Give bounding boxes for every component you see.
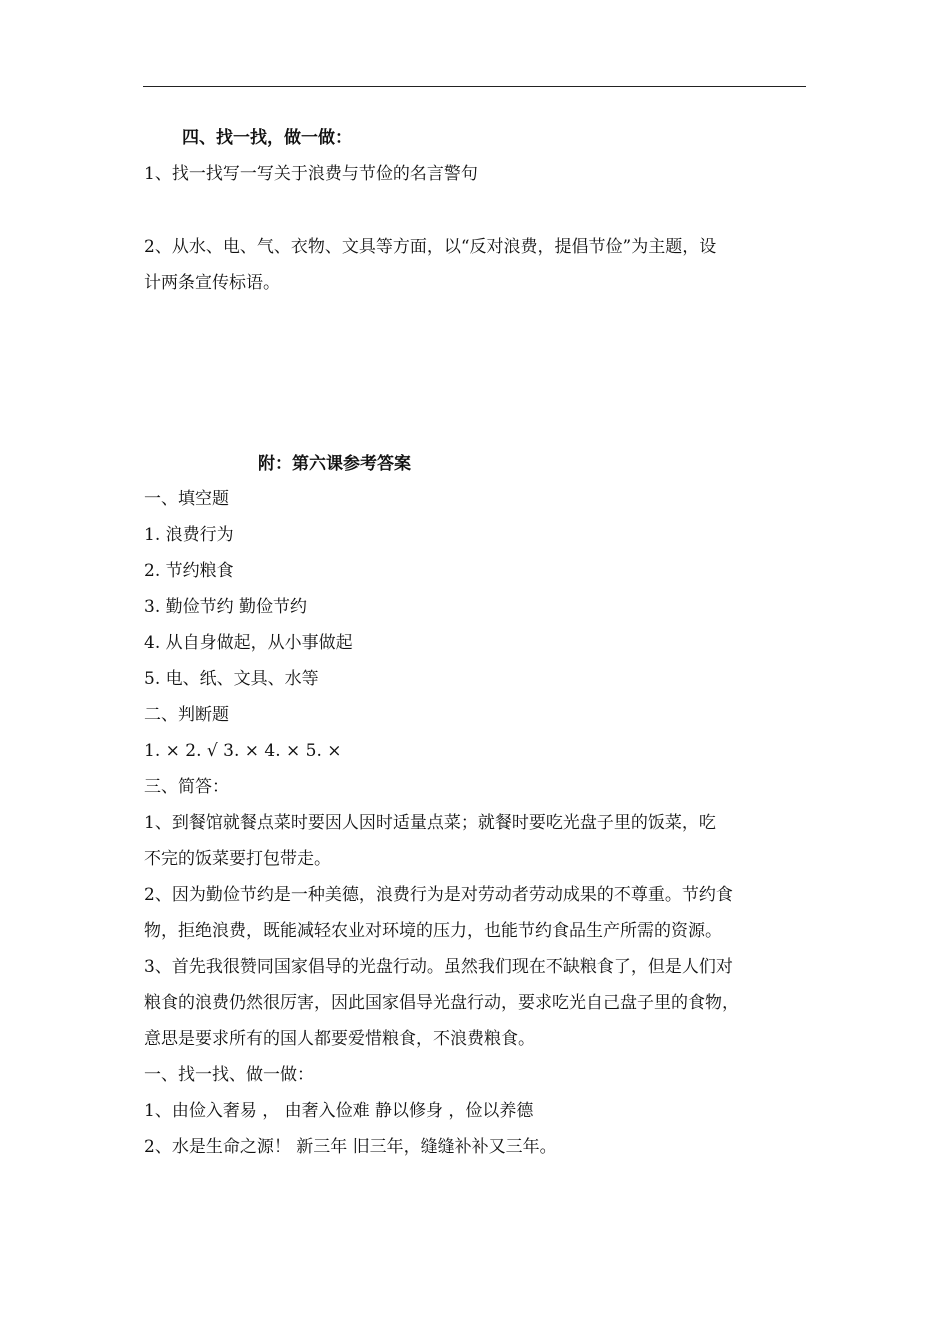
question-two-line-2: 计两条宣传标语。 <box>144 273 280 293</box>
find-answer-2: 2、水是生命之源！ 新三年 旧三年，缝缝补补又三年。 <box>144 1137 557 1157</box>
fill-answer-2: 2. 节约粮食 <box>144 561 234 581</box>
question-one: 1、找一找写一写关于浪费与节俭的名言警句 <box>144 164 478 184</box>
section-four-heading: 四、找一找，做一做： <box>182 128 352 148</box>
short-answer-line-6: 粮食的浪费仍然很厉害，因此国家倡导光盘行动，要求吃光自己盘子里的食物， <box>144 993 739 1013</box>
fill-answer-3: 3. 勤俭节约 勤俭节约 <box>144 597 308 617</box>
fill-heading: 一、填空题 <box>144 489 229 509</box>
judge-heading: 二、判断题 <box>144 705 229 725</box>
short-answer-line-7: 意思是要求所有的国人都要爱惜粮食，不浪费粮食。 <box>144 1029 535 1049</box>
short-answer-line-2: 不完的饭菜要打包带走。 <box>144 849 331 869</box>
short-answer-line-3: 2、因为勤俭节约是一种美德，浪费行为是对劳动者劳动成果的不尊重。节约食 <box>144 885 733 905</box>
find-heading: 一、找一找、做一做： <box>144 1065 314 1085</box>
find-answer-1: 1、由俭入奢易 ， 由奢入俭难 静以修身 ，俭以养德 <box>144 1101 534 1121</box>
answers-title: 附：第六课参考答案 <box>258 454 411 474</box>
judge-answers: 1. × 2. √ 3. × 4. × 5. × <box>144 741 342 761</box>
short-answer-line-1: 1、到餐馆就餐点菜时要因人因时适量点菜；就餐时要吃光盘子里的饭菜，吃 <box>144 813 716 833</box>
fill-answer-1: 1. 浪费行为 <box>144 525 234 545</box>
fill-answer-5: 5. 电、纸、文具、水等 <box>144 669 319 689</box>
short-answer-line-5: 3、首先我很赞同国家倡导的光盘行动。虽然我们现在不缺粮食了，但是人们对 <box>144 957 733 977</box>
fill-answer-4: 4. 从自身做起，从小事做起 <box>144 633 353 653</box>
short-answer-line-4: 物，拒绝浪费，既能减轻农业对环境的压力，也能节约食品生产所需的资源。 <box>144 921 722 941</box>
header-rule <box>143 86 806 87</box>
question-two-line-1: 2、从水、电、气、衣物、文具等方面，以“反对浪费，提倡节俭”为主题，设 <box>144 237 717 257</box>
short-answer-heading: 三、简答： <box>144 777 229 797</box>
